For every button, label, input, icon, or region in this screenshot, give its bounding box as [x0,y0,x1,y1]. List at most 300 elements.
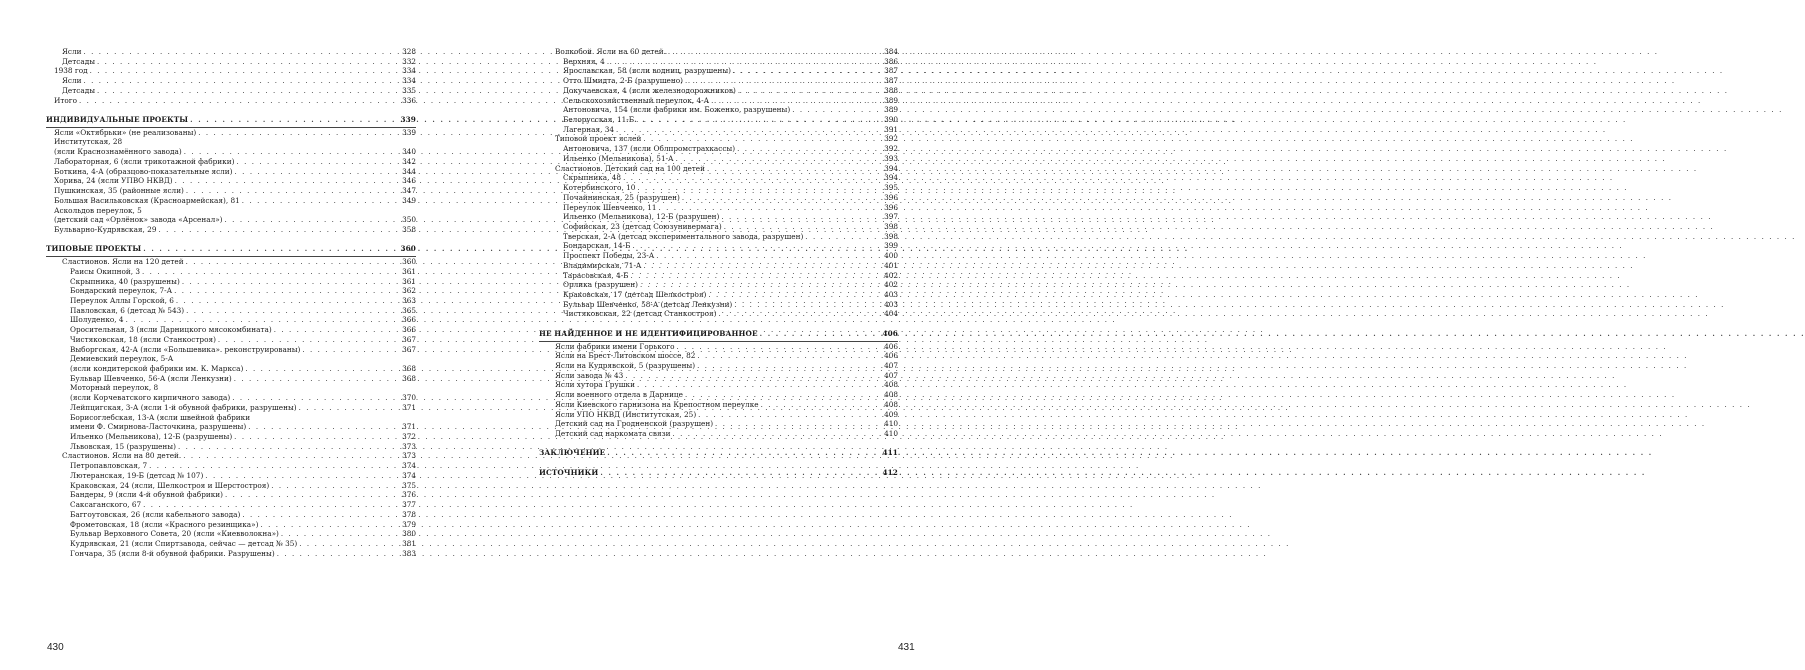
toc-page-number: 397 [884,212,898,222]
toc-page-number: 406 [884,341,898,351]
dot-leader [633,242,883,252]
toc-entry-title: Сластионов. Ясли на 120 детей [62,257,184,267]
toc-page-number: 334 [402,66,416,76]
dot-leader [738,87,882,97]
dot-leader [178,443,400,453]
toc-page-number: 363 [402,295,416,305]
toc-entry [46,422,416,432]
dot-leader [190,115,398,125]
dot-leader [698,411,882,421]
dot-leader [142,268,400,278]
toc-page-number: 366 [402,315,416,325]
left-page [0,0,488,670]
table-of-contents [539,47,898,478]
toc-entry-title: Баггоутовская, 26 (ясли кабельного завода) [70,509,241,519]
toc-entry-title: Борисоглебская, 13-А (ясли швейной фабрики [70,412,251,422]
dot-leader [83,77,400,87]
toc-entry-title: Шолуденко, 4 [70,315,124,325]
dot-leader [186,307,400,317]
dot-leader [198,129,400,139]
toc-entry-title: Верхняя, 4 [563,56,605,66]
toc-entry-title: Типовой проект яслей [555,134,642,144]
dot-leader [242,511,400,521]
toc-entry-title: Ильенко (Мельникова), 12-Б (разрушен) [563,212,720,222]
toc-entry-title: Котербинского, 10 [563,183,636,193]
dot-leader [182,278,400,288]
toc-entry [46,157,416,167]
dot-leader [616,126,882,136]
toc-entry [539,183,898,193]
toc-entry [46,128,416,138]
toc-page-number: 408 [884,380,898,390]
toc-entry [46,364,416,374]
toc-entry [539,290,898,300]
toc-entry [539,251,898,261]
toc-page-number: 376 [402,490,416,500]
dot-leader [225,216,400,226]
dot-leader [143,244,398,254]
toc-entry-title: Львовская, 15 (разрушены) [70,441,176,451]
toc-entry [46,196,416,206]
dot-leader [734,301,882,311]
toc-entry-title: Ясли [62,47,82,56]
toc-entry-title: Сельскохозяйственный переулок, 4-А [563,95,710,105]
dot-leader [625,372,882,382]
dot-leader [271,482,400,492]
toc-entry-title: Саксаганского, 67 [70,500,142,510]
toc-entry-title: Моторный переулок, 8 [70,383,159,393]
toc-page-number: 390 [884,115,898,125]
toc-entry-title: Сластионов. Детский сад на 100 детей [555,163,705,173]
toc-page-number: 360 [402,257,416,267]
toc-entry [46,500,416,510]
toc-entry [539,419,898,429]
toc-page-number: 368 [402,364,416,373]
dot-leader [715,420,882,430]
toc-entry-title: Тарасовская, 4-Б [563,270,629,280]
toc-entry [46,374,416,384]
dot-leader [600,468,880,478]
toc-page-number: 388 [884,85,898,95]
dot-leader [186,258,400,268]
toc-entry-title: Хорива, 24 (ясли УПВО НКВД) [54,176,173,186]
dot-leader [607,448,880,458]
toc-entry [46,490,416,500]
toc-page-number: 371 [402,422,416,432]
toc-entry-title: ТИПОВЫЕ ПРОЕКТЫ [46,244,142,254]
toc-page-number: 402 [884,280,898,290]
toc-entry [46,66,416,76]
toc-spacer [46,105,416,115]
toc-entry [539,212,898,222]
dot-leader [234,375,400,385]
toc-entry-title: Белорусская, 11-Б [563,115,635,125]
dot-leader [183,452,400,462]
toc-page-number: 393 [884,153,898,163]
toc-entry-title: Детсады [62,85,96,95]
toc-entry [46,76,416,86]
toc-entry-title: имени Ф. Смирнова-Ласточкина, разрушены) [70,422,247,432]
toc-page-number: 362 [402,286,416,296]
toc-entry [539,280,898,290]
toc-entry [539,309,898,319]
toc-entry-title: Проспект Победы, 23-А [563,251,655,261]
dot-leader [672,430,882,440]
dot-leader [656,252,882,262]
dot-leader [97,87,400,97]
toc-entry-title: Бондарская, 14-Б [563,241,631,251]
toc-entry-title: Детский сад на Гродненской (разрушен) [555,419,714,429]
toc-entry-title: Раисы Окипной, 3 [70,266,141,276]
toc-page-number: 406 [882,328,898,338]
toc-entry-title: Ясли на Брест-Литовском шоссе, 82 [555,351,696,361]
toc-page-number: 396 [884,202,898,212]
toc-page-number: 344 [402,166,416,176]
toc-entry [46,325,416,335]
dot-leader [708,291,882,301]
dot-leader [234,433,400,443]
toc-page-number: 332 [402,56,416,66]
toc-entry-title: Фрометовская, 18 (ясли «Красного резинщика») [70,519,259,529]
toc-entry [539,154,898,164]
toc-entry-title: Отто Шмидта, 2-Б (разрушено) [563,76,683,86]
toc-section-heading [539,329,898,339]
toc-entry-title: Павловская, 6 (детсад № 543) [70,305,185,315]
toc-entry [46,335,416,345]
toc-page-number: 358 [402,224,416,234]
table-of-contents [46,47,416,558]
toc-page-number: 347 [402,186,416,196]
toc-entry-title: Лейпцигская, 3-А (ясли 1-й обувной фабрики, разрушены) [70,402,297,412]
toc-entry-title: Боткина, 4-А (образцово-показательные ясли) [54,166,233,176]
toc-entry-title: Орлика (разрушен) [563,280,639,290]
toc-page-number: 379 [402,519,416,529]
toc-page-number: 339 [402,127,416,137]
toc-page-number: 370 [402,393,416,403]
toc-entry-title: Петропавловская, 7 [70,461,148,471]
toc-entry-title: Переулок Шевченко, 11 [563,202,657,212]
toc-entry [46,529,416,539]
toc-entry [46,96,416,106]
toc-entry-title: Ясли хутора Грушки [555,380,635,390]
dot-leader [721,213,882,223]
toc-entry [46,176,416,186]
dot-leader [248,423,400,433]
toc-page-number: 386 [884,56,898,66]
toc-page-number: 349 [402,195,416,205]
toc-entry [46,413,416,423]
toc-entry [539,86,898,96]
toc-entry-title: Ясли фабрики имени Горького [555,341,675,351]
toc-page-number: 403 [884,299,898,309]
toc-page-number: 401 [884,260,898,270]
toc-entry-title: Ясли военного отдела в Дарнице [555,390,683,400]
toc-page-number: 387 [884,76,898,86]
toc-page-number: 411 [882,448,898,458]
toc-entry [539,232,898,242]
dot-leader [676,155,882,165]
toc-entry [539,96,898,106]
toc-entry-title: Ясли на Кудрявской, 5 (разрушены) [555,361,696,370]
toc-entry [539,76,898,86]
toc-page-number: 372 [402,432,416,442]
dot-leader [733,67,882,77]
toc-entry-title: Скрыпника, 40 (разрушены) [70,276,180,286]
toc-page-number: 407 [884,361,898,370]
toc-page-number: 399 [884,241,898,251]
toc-page-number: 392 [884,134,898,144]
dot-leader [676,343,882,353]
toc-entry [46,432,416,442]
toc-page-number: 381 [402,538,416,548]
toc-entry [46,403,416,413]
toc-page-number: 368 [402,373,416,383]
toc-page-number: 334 [402,76,416,86]
toc-entry [46,461,416,471]
toc-entry-title: Сластионов. Ясли на 80 детей. [62,451,182,461]
toc-entry [539,173,898,183]
toc-entry [46,186,416,196]
toc-entry [539,351,898,361]
toc-entry-title: Выборгская, 42-А (ясли «Большевика». реконструированы) [70,344,301,354]
toc-entry-title: Детсады [62,56,96,66]
dot-leader [242,197,400,207]
toc-entry [46,315,416,325]
toc-page-number: 366 [402,325,416,335]
dot-leader [83,48,400,58]
toc-page-number: 387 [884,66,898,76]
toc-entry-title: Владимирская, 71-А [563,260,642,270]
toc-page-number: 412 [882,467,898,477]
toc-entry [46,277,416,287]
toc-entry [539,66,898,76]
dot-leader [805,233,882,243]
toc-entry [46,257,416,267]
toc-entry [46,354,416,364]
toc-entry-title: Краковская, 24 (ясли, Шелкостроя и Шерстостроя) [70,480,270,490]
toc-page-number: 383 [402,548,416,558]
toc-entry-title: Скрыпника, 48 [563,173,622,183]
toc-entry [46,296,416,306]
right-page [488,0,976,670]
dot-leader [302,346,400,356]
toc-section-heading [539,448,898,458]
toc-entry [46,57,416,67]
toc-entry-title: Чистяковская, 22 (детсад Станкостроя) [563,309,717,319]
toc-entry-title: Бондарский переулок, 7-А [70,286,173,296]
dot-leader [636,116,882,126]
toc-entry [46,86,416,96]
toc-entry-title: ЗАКЛЮЧЕНИЕ [539,448,606,458]
toc-page-number: 392 [884,144,898,154]
toc-entry [46,451,416,461]
toc-entry-title: Детский сад наркомата связи [555,429,671,439]
toc-entry [539,361,898,371]
toc-entry [539,203,898,213]
toc-entry-title: Ясли завода № 43 [555,370,624,380]
dot-leader [792,106,882,116]
toc-entry-title: Антоновича, 137 (ясли Облпромстраxкассы) [563,144,736,154]
toc-entry-title: (детский сад «Орлёнок» завода «Арсенал») [54,215,223,225]
toc-entry [539,144,898,154]
dot-leader [225,491,400,501]
toc-entry [46,137,416,147]
toc-entry [46,267,416,277]
toc-page-number: 373 [402,441,416,451]
toc-page-number: 374 [402,461,416,471]
dot-leader [175,177,400,187]
toc-page-number: 389 [884,95,898,105]
toc-page-number: 408 [884,399,898,409]
dot-leader [719,310,882,320]
toc-entry-title: 1938 год [54,66,88,76]
toc-entry [46,206,416,216]
toc-entry-title: ИСТОЧНИКИ [539,467,599,477]
dot-leader [668,48,882,58]
toc-page-number: 371 [402,402,416,412]
toc-entry [539,271,898,281]
toc-entry-title: Ясли «Октябрьки» (не реализованы) [54,127,197,137]
toc-entry-title: Лабораторная, 6 (ясли трикотажной фабрики) [54,156,235,166]
toc-entry [539,57,898,67]
toc-entry-title: Докучаевская, 4 (ясли железнодорожников) [563,85,736,95]
dot-leader [761,401,882,411]
toc-entry-title: Оросительная, 3 (ясли Дарницкого мясокомбината) [70,325,272,335]
toc-entry-title: Бульварно-Кудрявская, 29 [54,224,157,234]
toc-entry-title: (ясли кондитерской фабрики им. К. Маркса) [70,364,244,373]
toc-entry-title: Пушкинская, 35 (районные ясли) [54,186,184,196]
toc-entry [539,410,898,420]
toc-page-number: 396 [884,192,898,202]
toc-page-number: 367 [402,334,416,344]
toc-entry-title: Почайнинская, 25 (разрушен) [563,192,680,202]
toc-page-number: 378 [402,509,416,519]
toc-page-number: 367 [402,344,416,354]
toc-section-heading [46,115,416,125]
toc-page-number: 380 [402,529,416,539]
toc-entry [539,400,898,410]
toc-entry-title: Итого [54,95,78,105]
dot-leader [245,365,400,375]
dot-leader [623,174,882,184]
dot-leader [697,362,882,372]
page-number: 430 [47,642,64,653]
dot-leader [281,530,400,540]
toc-entry-title: Демиевский переулок, 5-А [70,354,174,364]
toc-entry [539,222,898,232]
dot-leader [235,168,400,178]
dot-leader [176,297,400,307]
dot-leader [277,550,400,560]
toc-spacer [539,439,898,449]
toc-entry-title: Краковская, 17 (детсад Шелкостроя) [563,289,707,299]
toc-entry-title: Тверская, 2-А (детсад экспериментального завода, разрушен) [563,231,804,241]
toc-entry [46,215,416,225]
toc-section-heading [539,468,898,478]
toc-entry [539,342,898,352]
toc-page-number: 350 [402,215,416,225]
toc-page-number: 402 [884,270,898,280]
toc-entry [539,241,898,251]
toc-page-number: 408 [884,390,898,400]
dot-leader [90,67,400,77]
toc-entry [539,193,898,203]
toc-entry-title: Ясли Киевского гарнизона на Крепостном переулке [555,399,759,409]
toc-entry [46,286,416,296]
toc-entry [46,539,416,549]
toc-entry [539,380,898,390]
toc-entry [539,371,898,381]
toc-entry [46,147,416,157]
dot-leader [174,287,400,297]
toc-page-number: 375 [402,480,416,490]
toc-entry [46,47,416,57]
toc-page-number: 398 [884,221,898,231]
toc-section-heading [46,244,416,254]
toc-entry-title: Ильенко (Мельникова), 12-Б (разрушены) [70,432,233,442]
toc-page-number: 394 [884,173,898,183]
toc-page-number: 360 [400,244,416,254]
dot-leader [697,352,882,362]
toc-page-number: 384 [884,47,898,56]
toc-entry-title: (ясли Корчеватского кирпичного завода) [70,393,231,403]
toc-entry-title: ИНДИВИДУАЛЬНЫЕ ПРОЕКТЫ [46,115,189,125]
dot-leader [707,165,882,175]
toc-page-number: 409 [884,409,898,419]
toc-entry [46,167,416,177]
toc-page-number: 340 [402,147,416,157]
toc-page-number: 377 [402,500,416,510]
toc-page-number: 395 [884,183,898,193]
toc-page-number: 406 [884,351,898,361]
toc-entry [539,47,898,57]
toc-entry [46,481,416,491]
toc-entry-title: Ясли [62,76,82,86]
toc-page-number: 342 [402,156,416,166]
toc-entry [46,345,416,355]
toc-entry-title: Ясли УПО НКВД (Институтская, 25) [555,409,697,419]
toc-page-number: 346 [402,176,416,186]
dot-leader [760,329,881,339]
toc-page-number: 410 [884,429,898,439]
toc-entry-title: Лютеранская, 19-Б (детсад № 107) [70,470,204,480]
toc-entry [539,429,898,439]
toc-entry [46,306,416,316]
toc-page-number: 400 [884,251,898,261]
toc-entry [539,134,898,144]
toc-page-number: 339 [400,115,416,125]
toc-entry [46,442,416,452]
toc-page-number: 407 [884,370,898,380]
dot-leader [97,58,400,68]
toc-spacer [539,319,898,329]
page-number: 431 [898,642,915,653]
toc-page-number: 374 [402,470,416,480]
dot-leader [299,404,400,414]
toc-page-number: 373 [402,451,416,461]
toc-entry-title: Аскольдов переулок, 5 [54,205,142,215]
dot-leader [274,326,400,336]
toc-page-number: 389 [884,105,898,115]
toc-entry [46,383,416,393]
toc-entry-title: Волкобой. Ясли на 60 детей. [555,47,666,56]
toc-page-number: 398 [884,231,898,241]
toc-entry-title: Бандеры, 9 (ясли 4-й обувной фабрики) [70,490,223,500]
toc-entry-title: Кудрявская, 21 (ясли Спиртзавода, сейчас — детсад № 35) [70,538,298,548]
toc-page-number: 404 [884,309,898,319]
toc-entry [539,115,898,125]
toc-page-number: 361 [402,276,416,286]
